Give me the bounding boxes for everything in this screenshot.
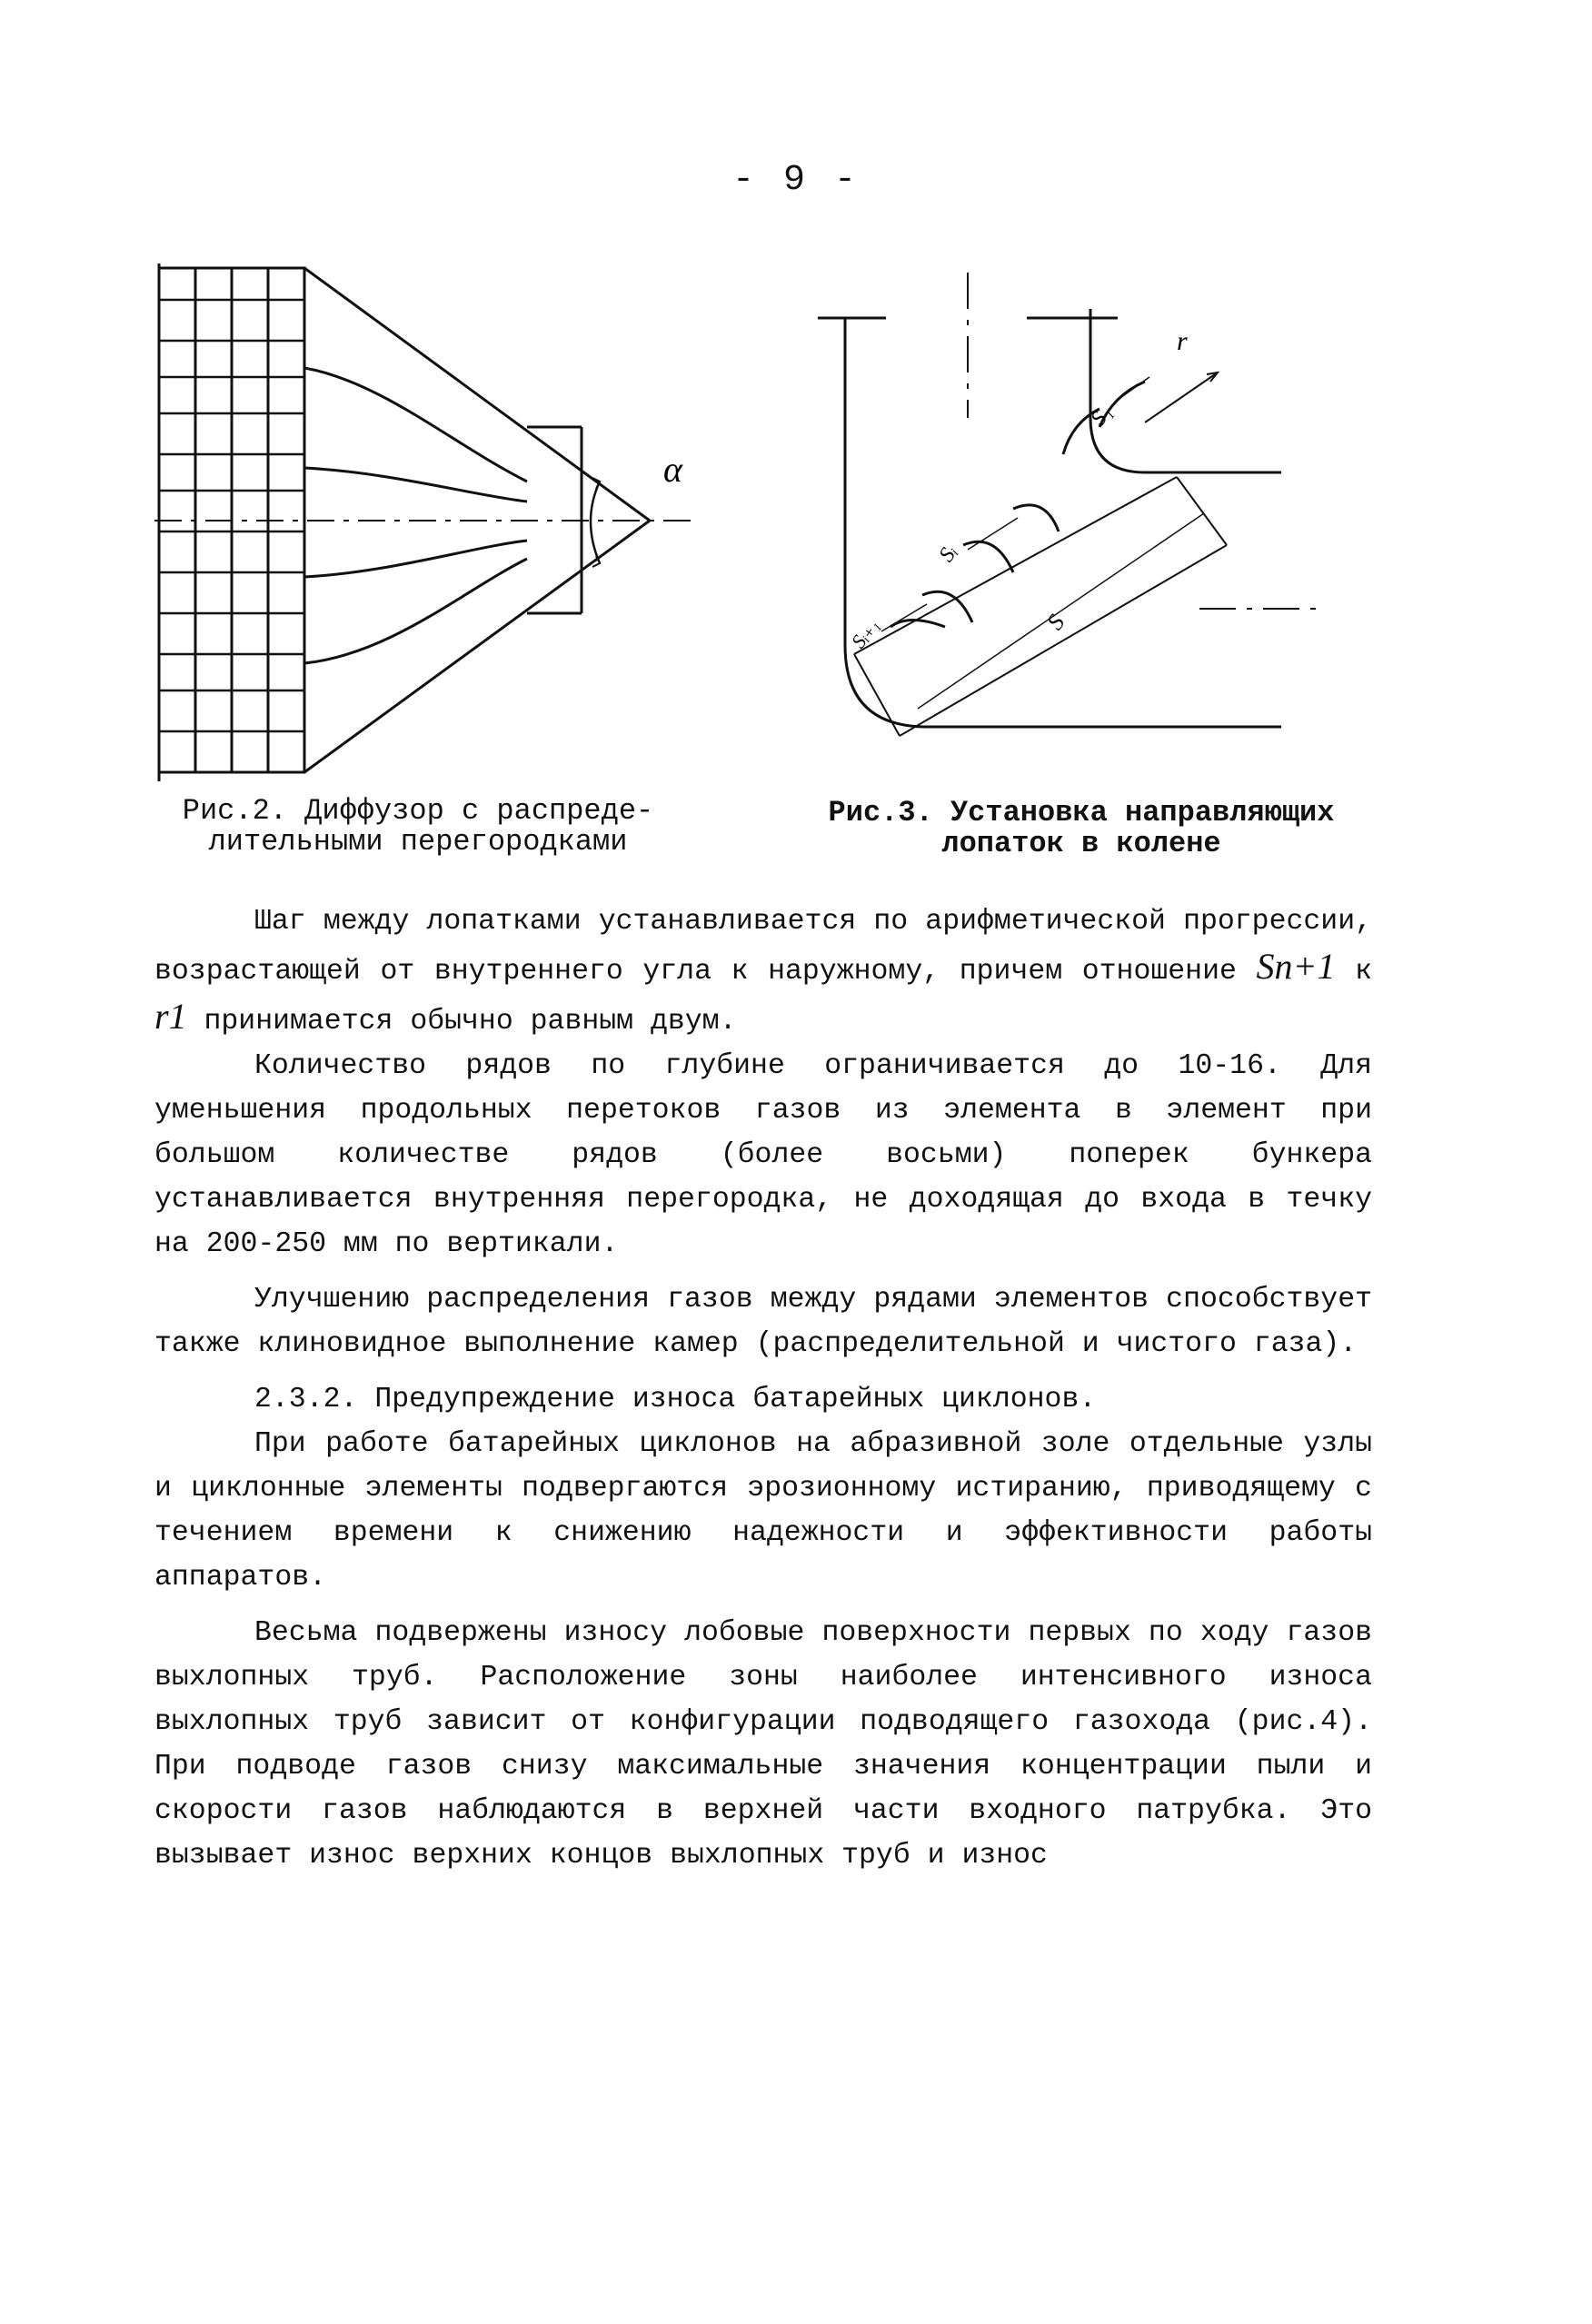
figure-elbow-vanes bbox=[818, 273, 1327, 781]
figure-diffuser bbox=[154, 263, 718, 790]
figure-2-caption bbox=[136, 796, 700, 858]
paragraph-1 bbox=[154, 899, 1372, 1044]
angle-alpha-label: α bbox=[663, 449, 682, 490]
label-si1: Sᵢ₊₁ bbox=[846, 613, 883, 652]
formula-s-n-plus-1: Sn+1 bbox=[1256, 946, 1336, 987]
label-r: r bbox=[1177, 326, 1188, 356]
paragraph-5: При работе батарейных циклонов на абразивной золе отдельные узлы и циклонные элементы подвергаются эрозионному истиранию, приводящему с течением времени к снижению надежности и эффективности работы аппаратов. bbox=[154, 1428, 1372, 1594]
page-number: - 9 - bbox=[731, 160, 861, 201]
figure-3-caption bbox=[800, 798, 1363, 859]
figure-2-caption-line2: лительными перегородками bbox=[208, 825, 628, 859]
figure-3-caption-line2: лопаток в колене bbox=[941, 827, 1221, 860]
paragraph-1-part1: Шаг между лопатками устанавливается по арифметической прогрессии, возрастающей от внутреннего угла к наружному, причем отношение bbox=[154, 906, 1372, 988]
formula-r1: r1 bbox=[154, 996, 187, 1037]
diffuser-drawing bbox=[154, 263, 718, 790]
figure-3-caption-line1: Рис.3. Установка направляющих bbox=[828, 796, 1335, 829]
elbow-drawing bbox=[818, 273, 1327, 781]
label-si: Sᵢ bbox=[934, 541, 962, 567]
paragraph-1-part2: принимается обычно равным двум. bbox=[186, 1006, 737, 1038]
body-text bbox=[154, 899, 1372, 1878]
section-heading-2-3-2: 2.3.2. Предупреждение износа батарейных циклонов. bbox=[254, 1384, 1097, 1415]
paragraph-2: Количество рядов по глубине ограничивается до 10-16. Для уменьшения продольных перетоков газов из элемента в элемент при большом количестве рядов (более восьми) поперек бункера устанавливается внутренняя перегородка, не доходящая до входа в течку на 200-250 мм по вертикали. bbox=[154, 1050, 1372, 1260]
paragraph-6: Весьма подвержены износу лобовые поверхности первых по ходу газов выхлопных труб. Расположение зоны наиболее интенсивного износа выхлопных труб зависит от конфигурации подводящего газохода (рис.4). При подводе газов снизу максимальные значения концентрации пыли и скорости газов наблюдаются в верхней части входного патрубка. Это вызывает износ верхних концов выхлопных труб и износ bbox=[154, 1617, 1372, 1872]
paragraph-3: Улучшению распределения газов между рядами элементов способствует также клиновидное выполнение камер (распределительной и чистого газа). bbox=[154, 1284, 1372, 1360]
figure-2-caption-line1: Рис.2. Диффузор с распреде- bbox=[182, 794, 654, 828]
label-s1: S₁ bbox=[1086, 401, 1117, 431]
formula-connector: к bbox=[1335, 956, 1373, 988]
label-s: S bbox=[1041, 610, 1070, 635]
